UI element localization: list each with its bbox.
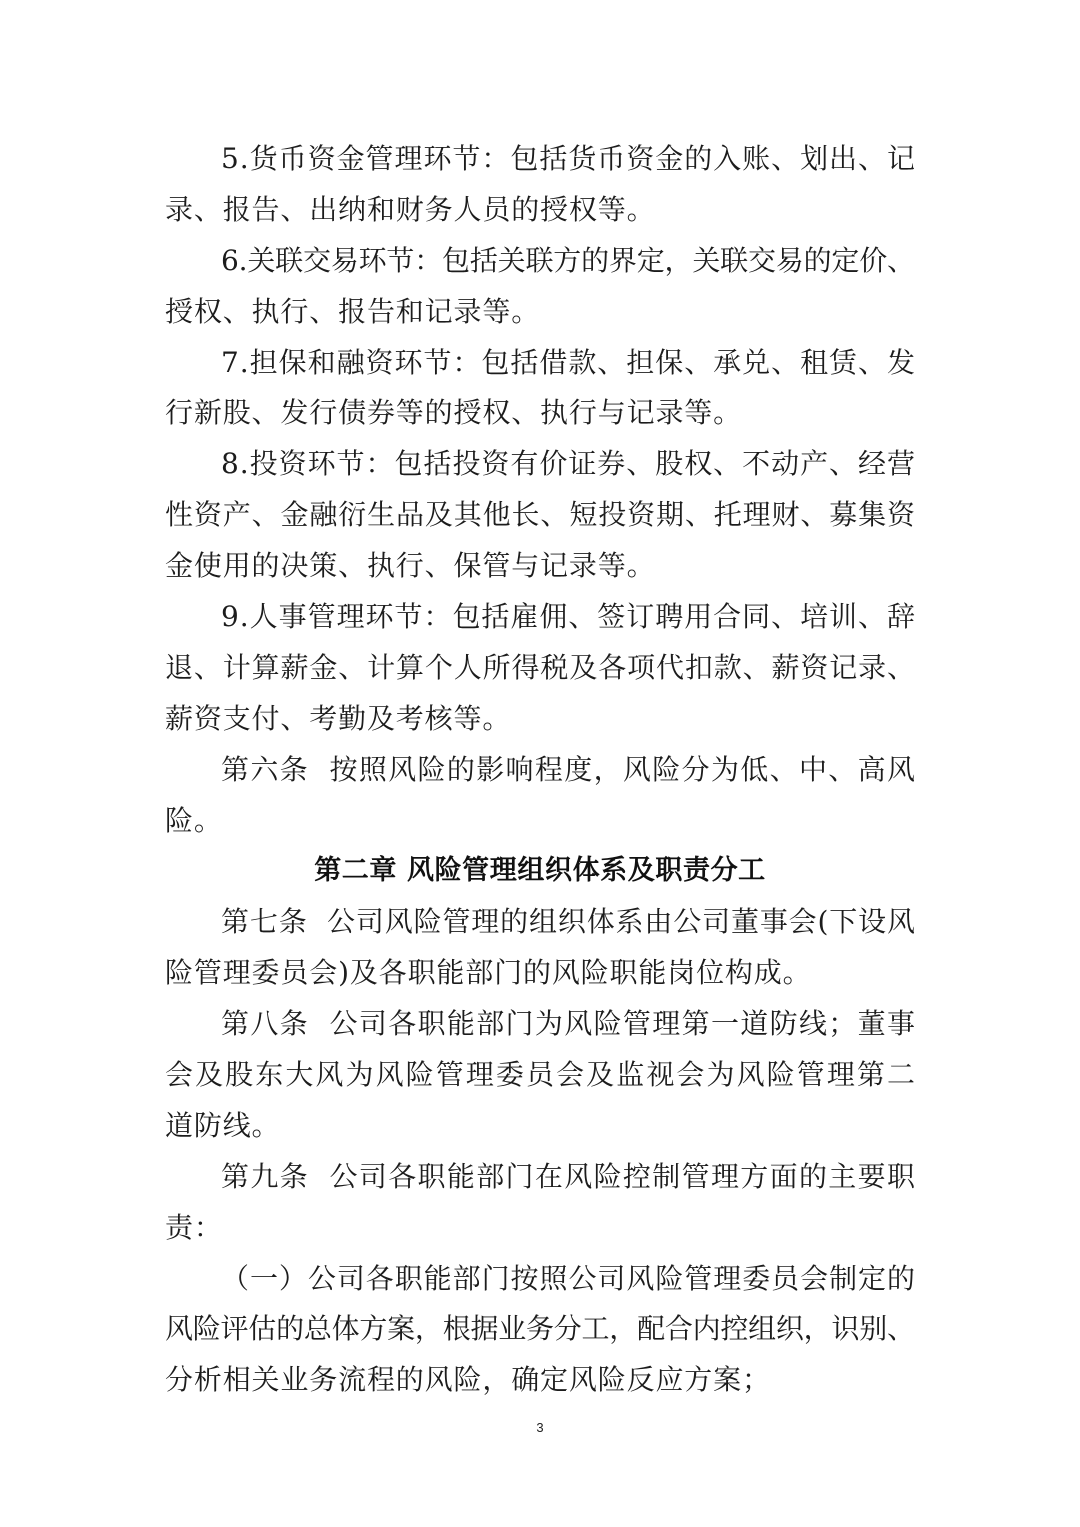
paragraph-line: 6.关联交易环节：包括关联方的界定，关联交易的定价、 — [221, 243, 915, 277]
article-6 — [165, 745, 915, 847]
paragraph-item-8 — [165, 439, 915, 592]
paragraph-line: 第九条 公司各职能部门在风险控制管理方面的主要职 — [221, 1159, 917, 1193]
paragraph-line: 险管理委员会)及各职能部门的风险职能岗位构成。 — [165, 956, 812, 990]
article-9 — [165, 1152, 915, 1254]
paragraph-line: 风险评估的总体方案，根据业务分工，配合内控组织，识别、 — [165, 1312, 915, 1346]
article-9-clause-1 — [165, 1254, 915, 1407]
paragraph-item-5 — [165, 134, 915, 236]
document-body — [165, 134, 918, 1406]
paragraph-line: 责： — [165, 1210, 223, 1244]
paragraph-line: 金使用的决策、执行、保管与记录等。 — [165, 549, 656, 583]
paragraph-line: 道防线。 — [165, 1108, 281, 1142]
paragraph-line: 性资产、金融衍生品及其他长、短投资期、托理财、募集资 — [165, 498, 916, 532]
paragraph-line: （一）公司各职能部门按照公司风险管理委员会制定的 — [221, 1261, 916, 1295]
paragraph-line: 授权、执行、报告和记录等。 — [165, 294, 541, 328]
chapter-heading: 第二章 风险管理组织体系及职责分工 — [314, 855, 766, 887]
paragraph-line: 第六条 按照风险的影响程度，风险分为低、中、高风 — [221, 752, 917, 786]
paragraph-item-7 — [165, 338, 915, 440]
paragraph-line: 9.人事管理环节：包括雇佣、签订聘用合同、培训、辞 — [221, 600, 916, 634]
paragraph-line: 第七条 公司风险管理的组织体系由公司董事会(下设风 — [221, 905, 916, 939]
paragraph-line: 8.投资环节：包括投资有价证券、股权、不动产、经营 — [221, 447, 916, 481]
paragraph-item-9 — [165, 592, 915, 745]
paragraph-line: 会及股东大风为风险管理委员会及监视会为风险管理第二 — [165, 1058, 918, 1092]
article-8 — [165, 999, 918, 1152]
paragraph-line: 薪资支付、考勤及考核等。 — [165, 701, 512, 735]
paragraph-line: 录、报告、出纳和财务人员的授权等。 — [165, 192, 656, 226]
paragraph-line: 退、计算薪金、计算个人所得税及各项代扣款、薪资记录、 — [165, 650, 916, 684]
paragraph-line: 险。 — [165, 803, 223, 837]
paragraph-line: 行新股、发行债券等的授权、执行与记录等。 — [165, 396, 743, 430]
paragraph-line: 7.担保和融资环节：包括借款、担保、承兑、租赁、发 — [221, 345, 916, 379]
paragraph-line: 5.货币资金管理环节：包括货币资金的入账、划出、记 — [221, 142, 916, 175]
article-7 — [165, 897, 915, 999]
paragraph-line: 分析相关业务流程的风险，确定风险反应方案； — [165, 1363, 771, 1397]
paragraph-line: 第八条 公司各职能部门为风险管理第一道防线；董事 — [221, 1007, 917, 1041]
page-number: 3 — [536, 1420, 544, 1435]
paragraph-item-6 — [165, 236, 915, 338]
